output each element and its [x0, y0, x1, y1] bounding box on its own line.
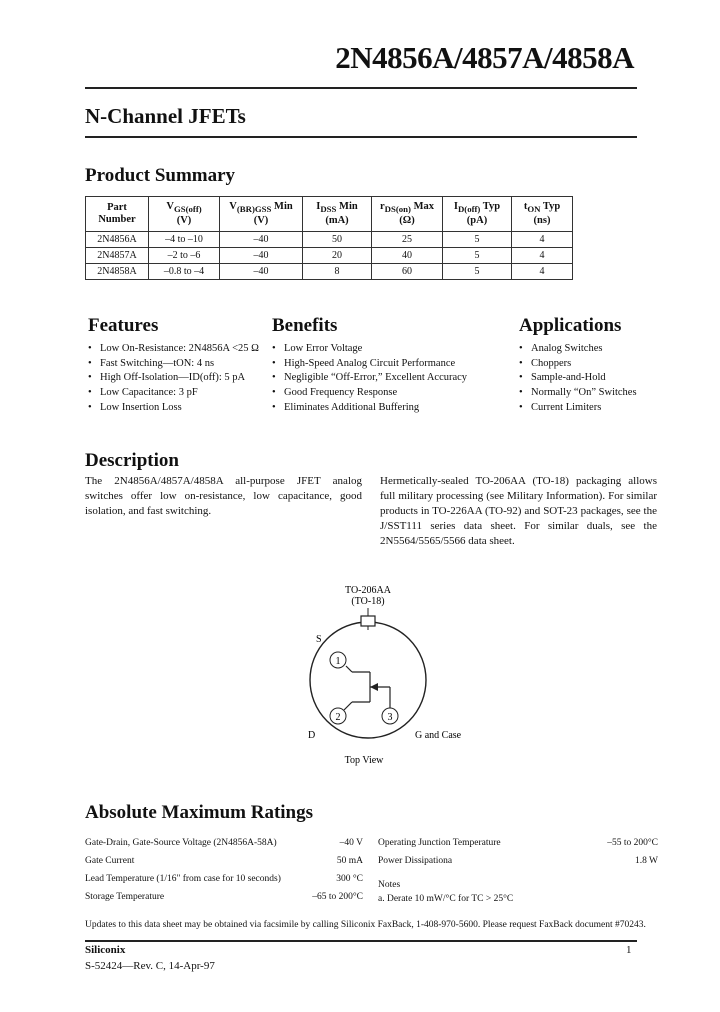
- cell: 4: [512, 248, 573, 264]
- top-view-label: Top View: [344, 755, 384, 766]
- product-summary-title: Product Summary: [85, 165, 236, 186]
- rating-value: –65 to 200°C: [312, 892, 363, 902]
- description-right-text: Hermetically-sealed TO-206AA (TO-18) packaging allows full military processing (see Military Information). For similar products in TO-226AA (TO-92) and SOT-23 packages, see the J/SST111 series data sheet. For similar duals, see the 2N5564/5565/5566 data sheet.: [380, 475, 657, 547]
- cell: –40: [220, 248, 303, 264]
- document-number: S-52424—Rev. C, 14-Apr-97: [85, 960, 215, 972]
- cell: 8: [303, 264, 372, 280]
- cell: 5: [443, 232, 512, 248]
- rating-row: [85, 874, 363, 884]
- list-item: • Normally “On” Switches: [519, 386, 659, 401]
- cell: 2N4856A: [86, 232, 149, 248]
- rating-label: Gate-Drain, Gate-Source Voltage (2N4856A-58A): [85, 838, 277, 848]
- col-vgs-off: $V_{GS(off)}$ (V): [149, 197, 220, 232]
- list-item: • Good Frequency Response: [272, 386, 512, 401]
- product-summary-table: [85, 196, 573, 280]
- table-row: [86, 264, 573, 280]
- page-heading: N-Channel JFETs: [85, 104, 246, 128]
- rating-value: 50 mA: [336, 856, 363, 866]
- cell: 2N4858A: [86, 264, 149, 280]
- cell: 20: [303, 248, 372, 264]
- cell: –40: [220, 232, 303, 248]
- list-item: • Fast Switching—tON: 4 ns: [88, 357, 268, 372]
- features-title: Features: [88, 315, 159, 336]
- cell: 60: [372, 264, 443, 280]
- rating-value: 1.8 W: [634, 856, 658, 866]
- list-item: • Analog Switches: [519, 342, 659, 357]
- rating-value: 300 °C: [336, 874, 363, 884]
- rating-row: [378, 856, 658, 866]
- table-header-row: [86, 197, 573, 232]
- benefits-list: [272, 342, 512, 416]
- document-part-title: 2N4856A/4857A/4858A: [335, 40, 634, 75]
- rating-row: [378, 838, 658, 848]
- rating-row: [85, 892, 363, 902]
- list-item: • High-Speed Analog Circuit Performance: [272, 357, 512, 372]
- rating-row: [85, 838, 363, 848]
- package-label: TO-206AA: [345, 585, 391, 596]
- cell: –2 to –6: [149, 248, 220, 264]
- list-item: • Low On-Resistance: 2N4856A <25 Ω: [88, 342, 268, 357]
- cell: –40: [220, 264, 303, 280]
- rating-label: Lead Temperature (1/16" from case for 10 seconds): [85, 874, 281, 884]
- cell: 2N4857A: [86, 248, 149, 264]
- cell: 5: [443, 264, 512, 280]
- rating-label: Operating Junction Temperature: [378, 838, 501, 848]
- list-item: • Low Insertion Loss: [88, 401, 268, 416]
- rating-label: Gate Current: [85, 856, 135, 866]
- description-title: Description: [85, 450, 179, 471]
- footer-rule: [85, 940, 637, 942]
- cell: –0.8 to –4: [149, 264, 220, 280]
- cell: 4: [512, 232, 573, 248]
- ratings-title: Absolute Maximum Ratings: [85, 802, 314, 823]
- pin-2-label: 2: [335, 712, 341, 723]
- gate-case-label: G and Case: [415, 730, 462, 741]
- package-tab: [361, 616, 375, 626]
- drain-label: D: [308, 730, 316, 741]
- package-pinout-diagram: [300, 580, 490, 770]
- list-item: • Current Limiters: [519, 401, 659, 416]
- list-item: • Low Error Voltage: [272, 342, 512, 357]
- cell: 50: [303, 232, 372, 248]
- company-name: Siliconix: [85, 944, 126, 956]
- col-rds-on: $r_{DS(on)}$ Max (Ω): [372, 197, 443, 232]
- package-outline: [310, 622, 426, 738]
- page-number: 1: [626, 944, 632, 956]
- cell: –4 to –10: [149, 232, 220, 248]
- cell: 25: [372, 232, 443, 248]
- rating-label: Power Dissipationa: [378, 856, 453, 866]
- jfet-symbol: [344, 666, 390, 710]
- cell: 4: [512, 264, 573, 280]
- cell: 5: [443, 248, 512, 264]
- list-item: • Sample-and-Hold: [519, 371, 659, 386]
- features-list: [88, 342, 268, 416]
- list-item: • Negligible “Off-Error,” Excellent Accuracy: [272, 371, 512, 386]
- heading-rule: [85, 136, 637, 138]
- col-t-on: $t_{ON}$ Typ (ns): [512, 197, 573, 232]
- list-item: • Low Capacitance: 3 pF: [88, 386, 268, 401]
- list-item: • Eliminates Additional Buffering: [272, 401, 512, 416]
- note-a: a. Derate 10 mW/°C for TC > 25°C: [378, 894, 514, 904]
- notes-label: Notes: [378, 880, 401, 890]
- source-label: S: [316, 634, 322, 645]
- rating-row: [85, 856, 363, 866]
- update-note: Updates to this data sheet may be obtained via facsimile by calling Siliconix FaxBack, 1-408-970-5600. Please request FaxBack document #70243.: [85, 920, 646, 930]
- col-idss: $I_{DSS}$ Min (mA): [303, 197, 372, 232]
- benefits-title: Benefits: [272, 315, 338, 336]
- table-row: [86, 232, 573, 248]
- cell: 40: [372, 248, 443, 264]
- rating-value: –55 to 200°C: [607, 838, 658, 848]
- applications-list: [519, 342, 659, 416]
- description-left-text: The 2N4856A/4857A/4858A all-purpose JFET analog switches offer low on-resistance, low capacitance, good isolation, and fast switching.: [85, 475, 362, 517]
- pin-3-label: 3: [387, 712, 393, 723]
- applications-title: Applications: [519, 315, 622, 336]
- rating-label: Storage Temperature: [85, 892, 165, 902]
- table-row: [86, 248, 573, 264]
- rating-value: –40 V: [339, 838, 363, 848]
- gate-arrow: [370, 683, 378, 691]
- list-item: • High Off-Isolation—ID(off): 5 pA: [88, 371, 268, 386]
- package-alt-label: (TO-18): [351, 596, 385, 607]
- col-id-off: $I_{D(off)}$ Typ (pA): [443, 197, 512, 232]
- col-vbr-gss: $V_{(BR)GSS}$ Min (V): [220, 197, 303, 232]
- list-item: • Choppers: [519, 357, 659, 372]
- pin-1-label: 1: [335, 656, 341, 667]
- col-part-number: Part Number: [86, 197, 149, 232]
- header-rule: [85, 87, 637, 89]
